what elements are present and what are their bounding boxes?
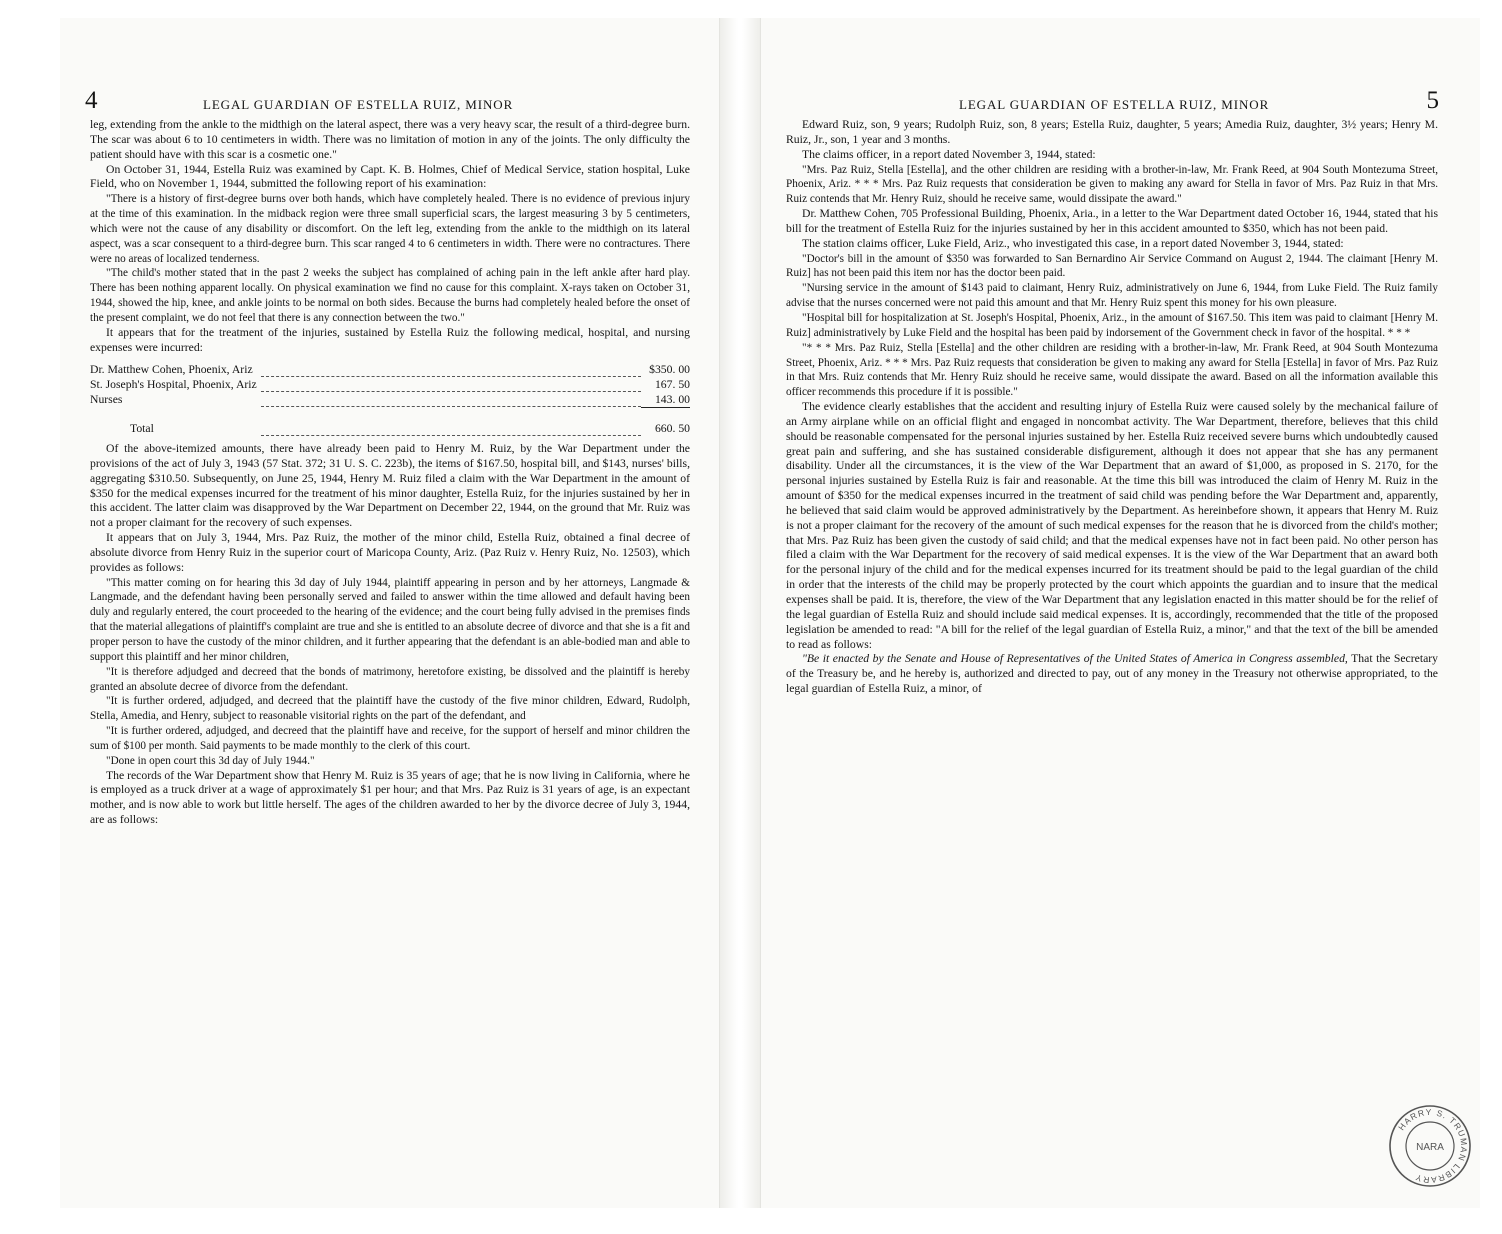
paragraph: "It is further ordered, adjudged, and decreed that the plaintiff have the custody of the five minor children, Edward, Rudolph, Stella, Amedia, and Henry, subject to reasonable visitorial rights on the part of the defendant, and [90,695,690,723]
paragraph: The evidence clearly establishes that the accident and resulting injury of Estella Ruiz were caused solely by the mechanical failure of an Army airplane while on an official flight and engaged in noncombat activity. The War Department, therefore, believes that this child should be reasonable compensated for the personal injuries sustained by her. Estella Ruiz received severe burns which undoubtedly caused great pain and suffering, and she has sustained considerable disfigurement, although it does not appear that she has any permanent disability. Under all the circumstances, it is the view of the War Department that an award of $1,000, as proposed in S. 2170, for the personal injuries sustained by Estella Ruiz is fair and reasonable. At the time this bill was introduced the claim of Henry M. Ruiz in the amount of $350 for the medical expenses incurred in the treatment of said child was pending before the War Department and, apparently, he believed that said claim would be approved administratively by the Department. As hereinbefore shown, it appears that Henry M. Ruiz is not a proper claimant for the recovery of the amount of such medical expenses for the reason that he is divorced from the child's mother; that Mrs. Paz Ruiz has been given the custody of said child; and that the medical expenses have not in fact been paid. No other person has filed a claim with the War Department for the recovery of said medical expenses. It is the view of the War Department that an award both for the personal injury of the child and for the medical expenses incurred for its treatment should be paid to the legal guardian of the child in order that the interests of the child may be properly protected by the court which appoints the guardian and to insure that the medical expenses shall be paid. It is, therefore, the view of the War Department that any legislation enacted in this matter should be for the relief of the legal guardian of Estella Ruiz and should include said medical expenses. It is, accordingly, recommended that the title of the proposed legislation be amended to read: "A bill for the relief of the legal guardian of Estella Ruiz, a minor," and that the text of the bill be amended to read as follows: [786,400,1438,651]
paragraph: It appears that for the treatment of the injuries, sustained by Estella Ruiz the following medical, hospital, and nursing expenses were incurred: [90,325,690,354]
leader-dots [261,373,641,388]
expense-amount: 143. 00 [654,392,690,406]
paragraph: It appears that on July 3, 1944, Mrs. Paz Ruiz, the mother of the minor child, Estella Ruiz, obtained a final decree of absolute divorce from Henry Ruiz in the superior court of Maricopa County, Ariz. (Paz Ruiz v. Henry Ruiz, No. 12503), which provides as follows: [90,531,690,574]
paragraph: On October 31, 1944, Estella Ruiz was examined by Capt. K. B. Holmes, Chief of Medical Service, station hospital, Luke Field, who on November 1, 1944, submitted the following report of his examination: [90,162,690,191]
paragraph: The claims officer, in a report dated November 3, 1944, stated: [802,147,1096,161]
paragraph: "Done in open court this 3d day of July 1944." [106,754,315,767]
enacting-clause [786,652,1438,697]
stamp-inner-text: NARA [1416,1142,1444,1153]
left-page [60,18,720,1208]
paragraph: leg, extending from the ankle to the midthigh on the lateral aspect, there was a very heavy scar, the result of a third-degree burn. The scar was about 6 to 10 centimeters in width. There was no limitation of motion in any of the joints. The only difficulty the patient should have with this scar is a cosmetic one." [90,118,690,161]
paragraph: The station claims officer, Luke Field, Ariz., who investigated this case, in a report dated November 3, 1944, stated: [802,236,1344,250]
paragraph: "This matter coming on for hearing this 3d day of July 1944, plaintiff appearing in person and by her attorneys, Langmade & Langmade, and the defendant having been personally served and failed to answer within the time allowed and default having been duly and regularly entered, the court proceeded to the hearing of the evidence; and the court being fully advised in the premises finds that the material allegations of plaintiff's complaint are true and she is entitled to an absolute decree of divorce and that she is a fit and proper person to have the custody of the minor children, and it further appearing that the defendant is an able-bodied man and able to support this plaintiff and her minor children, [90,576,690,663]
expense-label: Nurses [90,392,123,406]
expense-total-row [90,409,690,436]
paragraph: "The child's mother stated that in the past 2 weeks the subject has complained of aching pain in the left ankle after hard play. There has been nothing apparent locally. On physical examination we find no cause for this complaint. X-rays taken on October 31, 1944, showed the hip, knee, and ankle joints to be normal on both sides. Because the burns had completely healed before the onset of the present complaint, we do not feel that there is any connection between the two." [90,267,690,324]
total-label: Total [130,421,154,435]
library-stamp-seal [1388,1104,1472,1188]
expense-amount: $350. 00 [649,362,690,376]
page-number: 5 [1426,87,1439,114]
running-title: LEGAL GUARDIAN OF ESTELLA RUIZ, MINOR [959,97,1270,112]
paragraph: Dr. Matthew Cohen, 705 Professional Building, Phoenix, Aria., in a letter to the War Department dated October 16, 1944, stated that his bill for the treatment of Estella Ruiz for the injuries sustained by her in this accident amounted to $350, which has not been paid. [786,207,1438,235]
running-title: LEGAL GUARDIAN OF ESTELLA RUIZ, MINOR [203,97,514,112]
paragraph: "There is a history of first-degree burns over both hands, which have completely healed. There is no evidence of previous injury at the time of this examination. In the midback region were three small superficial scars, the largest measuring 3 by 5 centimeters, which were not the cause of any disability or discomfort. On the left leg, extending from the ankle to the midthigh on its lateral aspect, was a scar consequent to a third-degree burn. This scar ranged 4 to 6 centimeters in width. There were no contractures. There were no areas of localized tenderness. [90,193,690,265]
total-amount: 660. 50 [654,421,690,435]
paragraph: The records of the War Department show that Henry M. Ruiz is 35 years of age; that he is now living in California, where he is employed as a truck driver at a wage of approximately $1 per hour; and that Mrs. Paz Ruiz is 31 years of age, is an expectant mother, and is now able to work but little herself. The ages of the children awarded to her by the divorce decree of July 3, 1944, are as follows: [90,768,690,827]
leader-dots [261,388,641,403]
paragraph: "Doctor's bill in the amount of $350 was forwarded to San Bernardino Air Service Command on August 2, 1944. The claimant [Henry M. Ruiz] has not been paid this item nor has the doctor been paid. [786,252,1438,280]
enacting-clause-italic: "Be it enacted by the Senate and House of Representatives of the United States of America in Congress assembled, [802,652,1348,666]
paragraph: "It is therefore adjudged and decreed that the bonds of matrimony, heretofore existing, be dissolved and the plaintiff is hereby granted an absolute decree of divorce from the defendant. [90,665,690,693]
enacting-clause-text: That the Secretary of the Treasury be, and he hereby is, authorized and directed to pay, out of any money in the Treasury not otherwise appropriated, to the legal guardian of Estella Ruiz, a minor, of [786,652,1438,696]
stamp-outer-text: HARRY S. TRUMAN LIBRARY [1396,1106,1470,1186]
expense-label: St. Joseph's Hospital, Phoenix, Ariz [90,377,257,391]
leader-dots [261,405,641,432]
paragraph: "It is further ordered, adjudged, and decreed that the plaintiff have and receive, for the support of herself and minor children the sum of $100 per month. Said payments to be made monthly to the clerk of this court. [90,725,690,752]
paragraph: "Hospital bill for hospitalization at St. Joseph's Hospital, Phoenix, Ariz., in the amount of $167.50. This item was paid to claimant [Henry M. Ruiz] administratively by Luke Field and the hospital has been paid by indorsement of the Government check in favor of the hospital. * * * [786,311,1438,339]
paragraph: "* * * Mrs. Paz Ruiz, Stella [Estella] and the other children are residing with a brother-in-law, Mr. Frank Reed, at 904 South Montezuma Street, Phoenix, Ariz. * * * Mrs. Paz Ruiz requests that consideration be given to making any award for Stella [Estella] in favor of Mrs. Paz Ruiz in that Mrs. Ruiz contends that Mr. Henry Ruiz should he receive same, would dissipate the award. Based on all the information available this officer recommends this procedure if it is possible." [786,341,1438,399]
page-number: 4 [85,87,98,114]
paragraph: "Nursing service in the amount of $143 paid to claimant, Henry Ruiz, administratively on June 6, 1944, from Luke Field. The Ruiz family advise that the nurses concerned were not paid this amount and that Mr. Henry Ruiz spent this money for his own pleasure. [786,282,1438,310]
expense-amount: 167. 50 [654,377,690,391]
right-page-body [786,118,1438,697]
book-gutter [720,18,760,1208]
right-page [760,18,1480,1208]
expense-table [90,362,690,437]
leader-dots [261,358,641,373]
expense-label: Dr. Matthew Cohen, Phoenix, Ariz [90,362,253,376]
paragraph: "Mrs. Paz Ruiz, Stella [Estella], and the other children are residing with a brother-in-law, Mr. Frank Reed, at 904 South Montezuma Street, Phoenix, Ariz. * * * Mrs. Paz Ruiz requests that consideration be given to making any award for Stella in favor of Mrs. Paz Ruiz in that Mrs. Ruiz contends that Mr. Henry Ruiz, should he receive same, would dissipate the award." [786,163,1438,206]
paragraph: Of the above-itemized amounts, there have already been paid to Henry M. Ruiz, by the War Department under the provisions of the act of July 3, 1943 (57 Stat. 372; 31 U. S. C. 223b), the items of $167.50, hospital bill, and $143, nurses' bills, aggregating $310.50. Subsequently, on June 25, 1944, Henry M. Ruiz filed a claim with the War Department in the amount of $350 for the medical expenses incurred for the treatment of his minor daughter, Estella Ruiz, for the injuries sustained by her in this accident. The latter claim was disapproved by the War Department on December 22, 1944, on the ground that Mr. Ruiz was not a proper claimant for the recovery of such expenses. [90,442,690,530]
paragraph: Edward Ruiz, son, 9 years; Rudolph Ruiz, son, 8 years; Estella Ruiz, daughter, 5 years; Amedia Ruiz, daughter, 3½ years; Henry M. Ruiz, Jr., son, 1 year and 3 months. [786,118,1438,146]
left-page-body [90,118,690,828]
